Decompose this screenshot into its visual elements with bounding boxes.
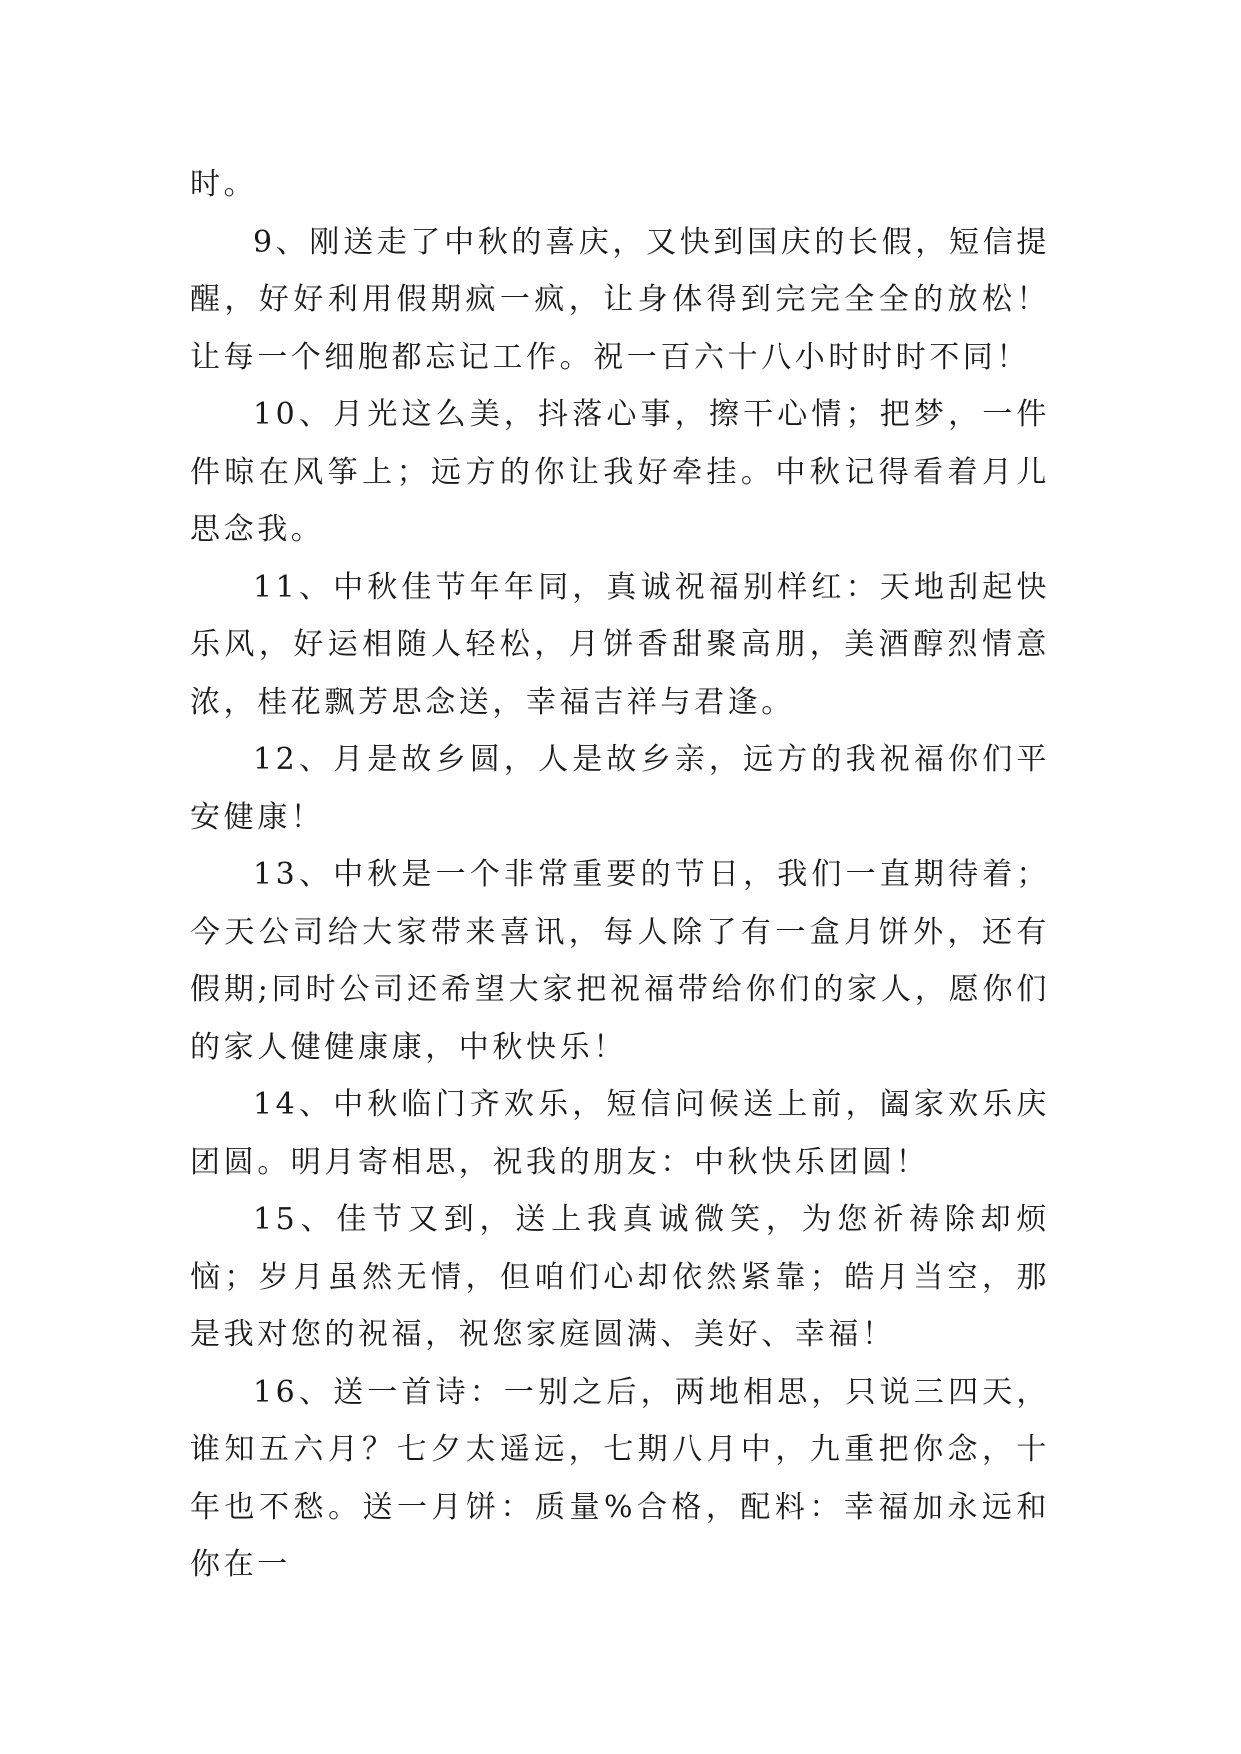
paragraph-item-11: 11、中秋佳节年年同，真诚祝福别样红：天地刮起快乐风，好运相随人轻松，月饼香甜聚高朋，美酒醇烈情意浓，桂花飘芳思念送，幸福吉祥与君逢。 (190, 569, 1050, 720)
paragraph-item-10: 10、月光这么美，抖落心事，擦干心情；把梦，一件件晾在风筝上；远方的你让我好牵挂。中秋记得看着月儿思念我。 (190, 397, 1050, 547)
paragraph-item-13: 13、中秋是一个非常重要的节日，我们一直期待着；今天公司给大家带来喜讯，每人除了有一盒月饼外，还有假期;同时公司还希望大家把祝福带给你们的家人，愿你们的家人健健康康，中秋快乐！ (190, 857, 1050, 1065)
paragraph-item-12: 12、月是故乡圆，人是故乡亲，远方的我祝福你们平安健康！ (190, 742, 1050, 835)
paragraph-item-14: 14、中秋临门齐欢乐，短信问候送上前，阖家欢乐庆团圆。明月寄相思，祝我的朋友：中秋快乐团圆！ (190, 1087, 1050, 1180)
document-body (190, 156, 1050, 1594)
paragraph-item-15: 15、佳节又到，送上我真诚微笑，为您祈祷除却烦恼；岁月虽然无情，但咱们心却依然紧靠；皓月当空，那是我对您的祝福，祝您家庭圆满、美好、幸福！ (190, 1202, 1050, 1352)
paragraph-continuation: 时。 (190, 167, 258, 202)
paragraph-item-16: 16、送一首诗：一别之后，两地相思，只说三四天，谁知五六月？七夕太遥远，七期八月中，九重把你念，十年也不愁。送一月饼：质量%合格，配料：幸福加永远和你在一 (190, 1374, 1050, 1582)
paragraph-item-9: 9、刚送走了中秋的喜庆，又快到国庆的长假，短信提醒，好好利用假期疯一疯，让身体得到完完全全的放松！让每一个细胞都忘记工作。祝一百六十八小时时时不同！ (190, 224, 1050, 375)
